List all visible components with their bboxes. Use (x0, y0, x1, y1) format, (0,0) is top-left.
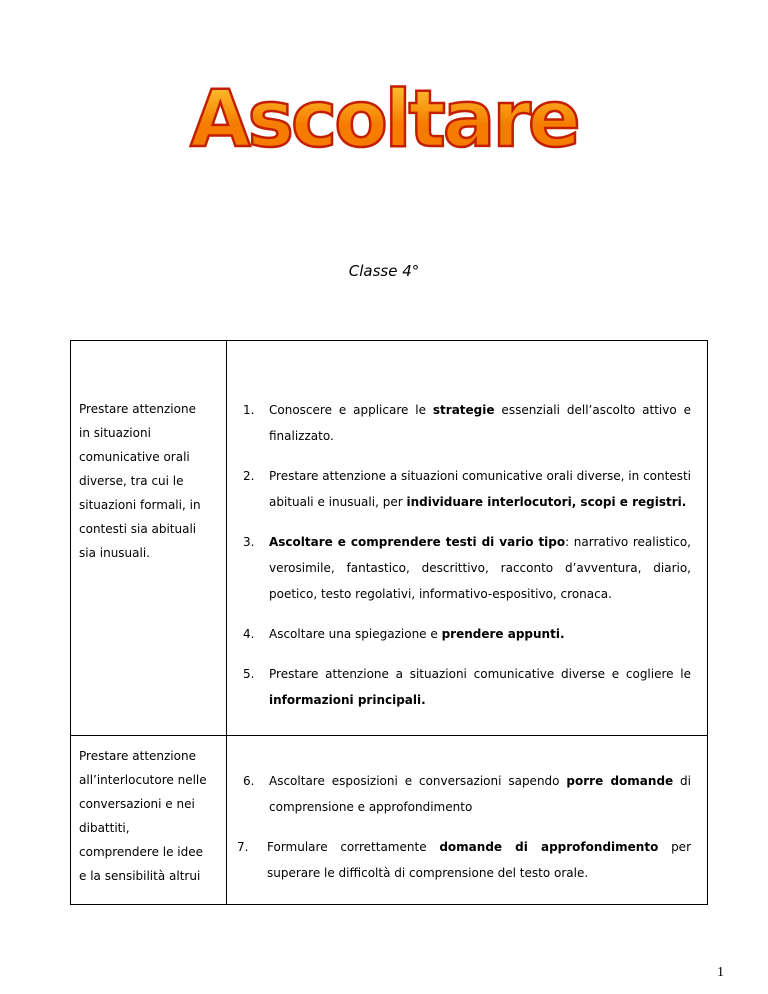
list-item-number: 2. (243, 469, 255, 483)
text-segment: Ascoltare una spiegazione e (269, 627, 442, 641)
objective-line: sia inusuali. (79, 546, 150, 560)
text-segment: essenziali dell’ascolto attivo e finalizzato. (269, 403, 691, 443)
objective-cell (71, 736, 227, 905)
objective-line: Prestare attenzione (79, 402, 196, 416)
objective-line: conversazioni e nei (79, 797, 195, 811)
bold-segment: Ascoltare e comprendere testi di vario tipo (269, 535, 566, 549)
list-item-text (269, 463, 697, 515)
bold-segment: prendere appunti. (441, 627, 565, 641)
page-title-text: Ascoltare (190, 75, 578, 165)
list-item-number: 7. (237, 840, 249, 854)
list-item-text (269, 768, 697, 820)
objective-line: all’interlocutore nelle (79, 773, 207, 787)
bold-segment: domande di approfondimento (439, 840, 659, 854)
list-item-text (269, 529, 697, 607)
text-segment: Prestare attenzione a situazioni comunicative diverse e cogliere le (269, 667, 691, 681)
text-segment: di comprensione e approfondimento (269, 774, 692, 814)
class-subtitle: Classe 4° (348, 262, 420, 280)
page-title-wrapper (0, 68, 768, 168)
list-item (237, 621, 697, 647)
skills-list (227, 341, 707, 735)
objective-cell (71, 341, 227, 736)
skills-cell (227, 736, 708, 905)
list-item-text (267, 834, 697, 886)
bold-segment: individuare interlocutori, scopi e registri. (406, 495, 687, 509)
text-segment: per superare le difficoltà di comprensione del testo orale. (267, 840, 692, 880)
list-item (237, 463, 697, 515)
list-item-number: 5. (243, 667, 255, 681)
page-title (190, 68, 578, 168)
objectives-table (70, 340, 708, 905)
list-item (237, 834, 697, 886)
bold-segment: porre domande (566, 774, 674, 788)
list-item-number: 1. (243, 403, 255, 417)
table-row (71, 341, 708, 736)
list-item (237, 397, 697, 449)
text-segment: Prestare attenzione a situazioni comunicative orali diverse, in contesti abituali e inusuali, per (269, 469, 691, 509)
objective-line: in situazioni (79, 426, 151, 440)
objective-line: contesti sia abituali (79, 522, 197, 536)
list-item-number: 3. (243, 535, 255, 549)
list-item-number: 6. (243, 774, 255, 788)
list-item (237, 529, 697, 607)
objective-line: comunicative orali (79, 450, 190, 464)
list-item-text (269, 621, 697, 647)
objective-line: dibattiti, (79, 821, 130, 835)
text-segment: Ascoltare esposizioni e conversazioni sapendo (269, 774, 567, 788)
bold-segment: informazioni principali. (269, 693, 426, 707)
objective-line: situazioni formali, in (79, 498, 201, 512)
objective-line: e la sensibilità altrui (79, 869, 201, 883)
page-number: 1 (717, 965, 724, 980)
objective-line: diverse, tra cui le (79, 474, 184, 488)
table-row (71, 736, 708, 905)
list-item-text (269, 397, 697, 449)
objective-line: comprendere le idee (79, 845, 204, 859)
text-segment: Formulare correttamente (267, 840, 440, 854)
text-segment: : narrativo realistico, verosimile, fantastico, descrittivo, racconto d’avventura, diario, poetico, testo regolativi, informativo-espositivo, cronaca. (269, 535, 691, 601)
objective-text (71, 736, 226, 888)
objective-text (71, 341, 226, 565)
skills-cell (227, 341, 708, 736)
objective-line: Prestare attenzione (79, 749, 196, 763)
list-item-number: 4. (243, 627, 255, 641)
list-item (237, 768, 697, 820)
bold-segment: strategie (432, 403, 495, 417)
list-item-text (269, 661, 697, 713)
list-item (237, 661, 697, 713)
skills-list (227, 736, 707, 904)
text-segment: Conoscere e applicare le (269, 403, 433, 417)
